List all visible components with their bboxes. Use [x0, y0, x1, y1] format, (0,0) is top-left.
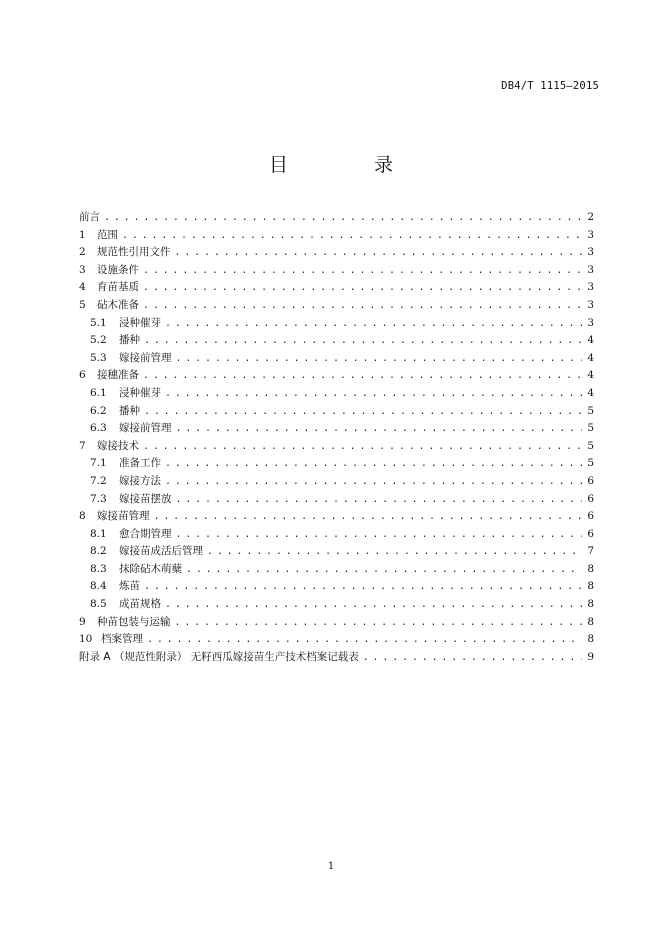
toc-dot-leader: [144, 578, 582, 596]
toc-dot-leader: [143, 438, 582, 456]
toc-entry-number: 8: [79, 510, 86, 523]
toc-entry-title: 砧木准备: [97, 298, 139, 311]
toc-dot-leader: [144, 403, 582, 421]
toc-entry[interactable]: [79, 279, 594, 297]
toc-dot-leader: [363, 649, 582, 667]
toc-entry-number: 6: [79, 369, 86, 382]
toc-entry-title: 浸种催芽: [119, 386, 161, 399]
toc-entry-number: 5.3: [90, 351, 107, 364]
toc-title: 目 录: [268, 154, 434, 176]
toc-entry-title: 嫁接苗管理: [97, 510, 150, 523]
toc-entry-page: 7: [587, 545, 594, 558]
toc-entry[interactable]: [79, 473, 594, 491]
toc-entry[interactable]: [79, 438, 594, 456]
toc-entry-number: 9: [79, 615, 86, 628]
toc-dot-leader: [186, 561, 582, 579]
toc-entry-number: 7.1: [90, 457, 107, 470]
toc-entry-title: 前言: [79, 211, 100, 223]
toc-entry-number: 5: [79, 298, 86, 311]
toc-entry[interactable]: [79, 350, 594, 368]
toc-entry-page: 5: [587, 404, 594, 417]
toc-entry-title: 愈合期管理: [119, 527, 172, 540]
toc-entry-number: 8.2: [90, 545, 107, 558]
toc-entry-title: 嫁接技术: [97, 439, 139, 452]
toc-entry-title: 种苗包装与运输: [97, 615, 171, 628]
toc-entry-page: 8: [587, 615, 594, 628]
toc-entry[interactable]: [79, 649, 594, 667]
toc-entry-page: 3: [587, 246, 594, 259]
toc-entry[interactable]: [79, 227, 594, 245]
toc-entry[interactable]: [79, 209, 594, 227]
toc-entry-number: 8.1: [90, 527, 107, 540]
toc-entry-page: 4: [587, 386, 594, 399]
toc-dot-leader: [104, 209, 582, 227]
toc-entry-title: 嫁接苗成活后管理: [119, 545, 203, 558]
toc-entry[interactable]: [79, 561, 594, 579]
toc-entry-title: 浸种催芽: [119, 316, 161, 329]
toc-entry-page: 9: [587, 650, 594, 663]
toc-entry[interactable]: [79, 262, 594, 280]
toc-dot-leader: [175, 244, 583, 262]
toc-entry-title: 嫁接前管理: [119, 422, 172, 435]
page-number: 1: [327, 861, 335, 872]
toc-entry-title: 抹除砧木萌蘖: [119, 562, 182, 575]
toc-dot-leader: [143, 262, 582, 280]
toc-entry-page: 3: [587, 316, 594, 329]
toc-entry-title: 范围: [97, 228, 118, 241]
toc-entry[interactable]: [79, 455, 594, 473]
toc-dot-leader: [176, 420, 583, 438]
toc-entry-page: 8: [587, 562, 594, 575]
toc-entry[interactable]: [79, 385, 594, 403]
toc-entry-page: 4: [587, 351, 594, 364]
toc-entry-page: 6: [587, 492, 594, 505]
toc-entry[interactable]: [79, 491, 594, 509]
toc-entry-title: 嫁接前管理: [119, 351, 172, 364]
toc-dot-leader: [122, 227, 582, 245]
toc-entry-page: 4: [587, 369, 594, 382]
toc-entry[interactable]: [79, 578, 594, 596]
toc-dot-leader: [143, 279, 582, 297]
toc-entry-title: 炼苗: [119, 580, 140, 593]
toc-entry-number: 3: [79, 263, 86, 276]
toc-entry-page: 5: [587, 457, 594, 470]
toc-entry-page: 6: [587, 510, 594, 523]
toc-entry-page: 6: [587, 527, 594, 540]
toc-entry[interactable]: [79, 631, 594, 649]
toc-entry-title: 规范性引用文件: [97, 246, 171, 259]
toc-entry-title: 附录 A （规范性附录） 无籽西瓜嫁接苗生产技术档案记载表: [79, 650, 359, 663]
toc-dot-leader: [143, 367, 582, 385]
toc-entry-title: 档案管理: [101, 633, 143, 646]
toc-entry-page: 8: [587, 580, 594, 593]
toc-dot-leader: [144, 332, 582, 350]
toc-dot-leader: [175, 614, 583, 632]
toc-entry-title: 设施条件: [97, 263, 139, 276]
toc-entry[interactable]: [79, 596, 594, 614]
toc-entry[interactable]: [79, 508, 594, 526]
toc-entry-page: 5: [587, 422, 594, 435]
toc-entry-page: 8: [587, 598, 594, 611]
toc-entry-number: 8.5: [90, 598, 107, 611]
toc-entry-number: 6.3: [90, 422, 107, 435]
toc-dot-leader: [207, 543, 582, 561]
toc-entry-number: 8.3: [90, 562, 107, 575]
toc-entry-page: 3: [587, 263, 594, 276]
toc-entry-title: 育苗基质: [97, 281, 139, 294]
toc-entry-number: 5.1: [90, 316, 107, 329]
toc-dot-leader: [176, 350, 583, 368]
toc-entry-page: 3: [587, 281, 594, 294]
toc-entry[interactable]: [79, 244, 594, 262]
toc-entry-number: 10: [79, 633, 93, 646]
toc-entry-title: 嫁接方法: [119, 474, 161, 487]
toc-entry[interactable]: [79, 297, 594, 315]
toc-dot-leader: [165, 596, 582, 614]
toc-dot-leader: [165, 385, 582, 403]
toc-entry-page: 2: [587, 211, 594, 223]
toc-entry-number: 2: [79, 246, 86, 259]
toc-entry-title: 播种: [119, 404, 140, 417]
toc-entry-title: 接穗准备: [97, 369, 139, 382]
toc-entry-page: 3: [587, 228, 594, 241]
toc-entry-number: 6.2: [90, 404, 107, 417]
toc-entry-page: 6: [587, 474, 594, 487]
toc-entry-number: 7.2: [90, 474, 107, 487]
toc-entry[interactable]: [79, 420, 594, 438]
toc-entry[interactable]: [79, 403, 594, 421]
toc-entry-title: 嫁接苗摆放: [119, 492, 172, 505]
toc-entry[interactable]: [79, 367, 594, 385]
toc-entry-page: 5: [587, 439, 594, 452]
toc-entry-number: 7: [79, 439, 86, 452]
table-of-contents: [79, 209, 594, 666]
toc-entry-number: 5.2: [90, 334, 107, 347]
toc-dot-leader: [165, 473, 582, 491]
toc-dot-leader: [143, 297, 582, 315]
toc-entry-number: 6.1: [90, 386, 107, 399]
toc-entry-number: 8.4: [90, 580, 107, 593]
toc-entry[interactable]: [79, 526, 594, 544]
toc-dot-leader: [154, 508, 583, 526]
toc-dot-leader: [165, 315, 582, 333]
toc-dot-leader: [147, 631, 582, 649]
toc-entry-page: 4: [587, 334, 594, 347]
toc-entry[interactable]: [79, 332, 594, 350]
toc-entry-number: 4: [79, 281, 86, 294]
toc-entry[interactable]: [79, 315, 594, 333]
document-code: DB4/T 1115—2015: [501, 80, 599, 92]
toc-dot-leader: [176, 491, 583, 509]
toc-entry-title: 准备工作: [119, 457, 161, 470]
toc-entry[interactable]: [79, 614, 594, 632]
toc-entry-page: 3: [587, 298, 594, 311]
toc-entry-title: 成苗规格: [119, 598, 161, 611]
toc-entry-number: 7.3: [90, 492, 107, 505]
toc-entry-number: 1: [79, 228, 86, 241]
toc-dot-leader: [176, 526, 583, 544]
toc-dot-leader: [165, 455, 582, 473]
toc-entry[interactable]: [79, 543, 594, 561]
toc-entry-title: 播种: [119, 334, 140, 347]
toc-entry-page: 8: [587, 633, 594, 646]
